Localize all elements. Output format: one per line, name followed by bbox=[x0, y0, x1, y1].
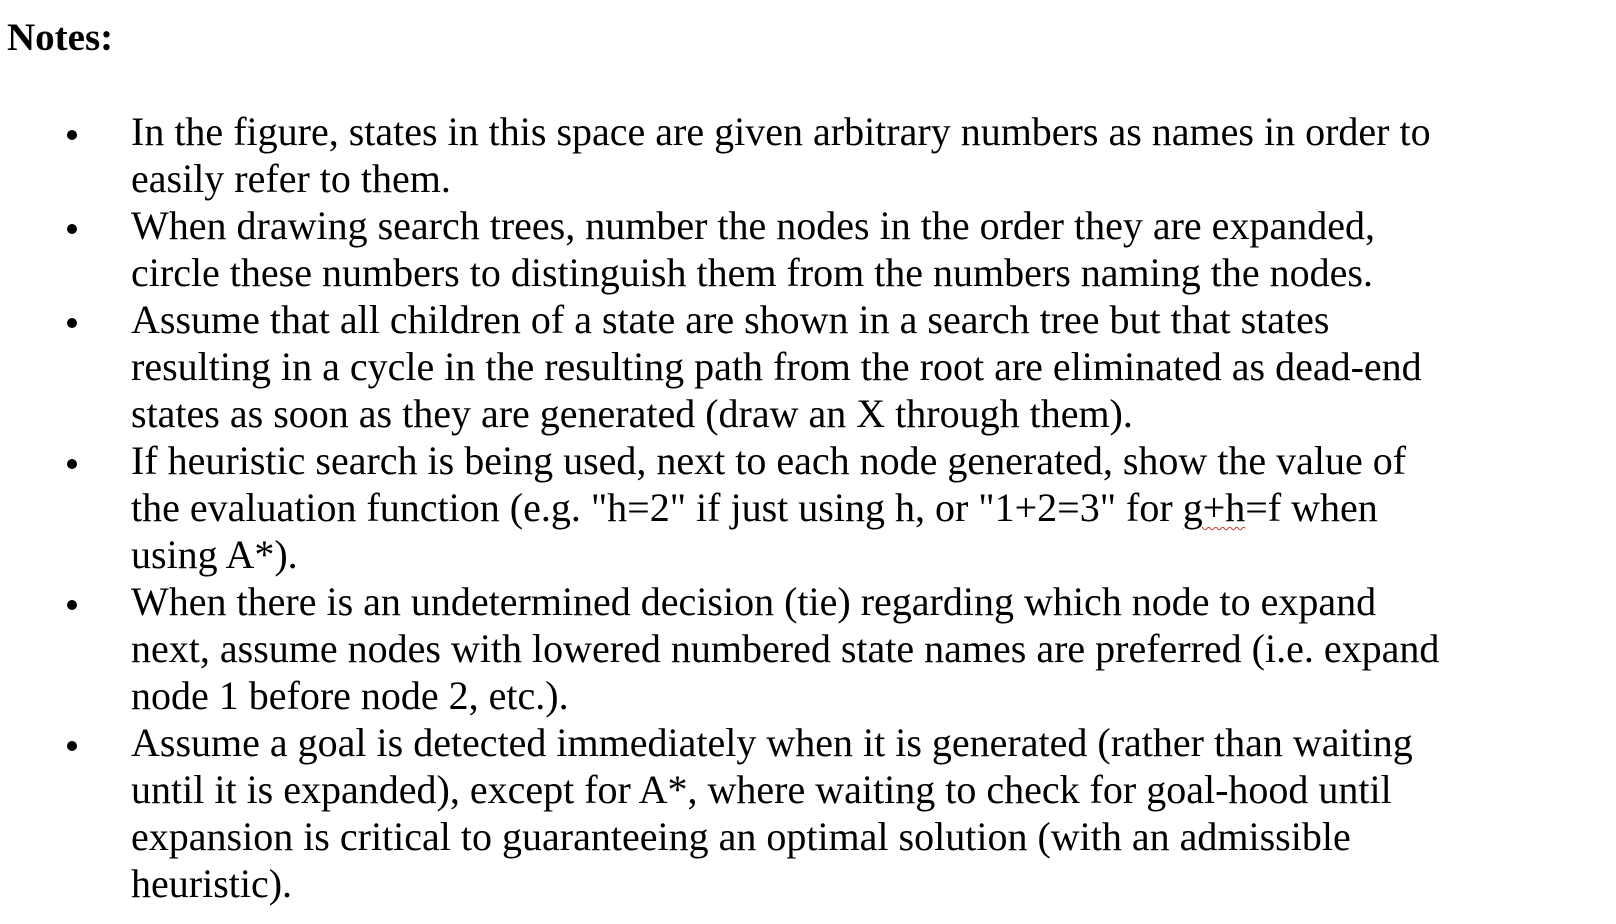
note-text: =f when bbox=[1245, 485, 1378, 530]
bullet-icon bbox=[67, 318, 77, 328]
note-line: Assume a goal is detected immediately when it is generated (rather than waiting bbox=[131, 720, 1413, 765]
note-line: states as soon as they are generated (draw an X through them). bbox=[131, 391, 1133, 436]
note-line: heuristic). bbox=[131, 861, 293, 906]
note-line: When drawing search trees, number the nodes in the order they are expanded, bbox=[131, 203, 1375, 248]
list-item bbox=[0, 578, 1616, 719]
note-line: When there is an undetermined decision (tie) regarding which node to expand bbox=[131, 579, 1377, 624]
notes-list bbox=[0, 108, 1616, 907]
note-line bbox=[131, 484, 1576, 531]
note-text: the evaluation function (e.g. "h=2" if just using h, or "1+2=3" for bbox=[131, 485, 1183, 530]
bullet-icon bbox=[67, 459, 77, 469]
list-item bbox=[0, 719, 1616, 907]
note-line: using A*). bbox=[131, 532, 298, 577]
list-item bbox=[0, 296, 1616, 437]
list-item bbox=[0, 202, 1616, 296]
note-line: In the figure, states in this space are given arbitrary numbers as names in order to bbox=[131, 109, 1431, 154]
bullet-icon bbox=[67, 130, 77, 140]
bullet-icon bbox=[67, 741, 77, 751]
spellcheck-underlined-word: g+h bbox=[1182, 485, 1246, 530]
note-line: If heuristic search is being used, next to each node generated, show the value of bbox=[131, 438, 1407, 483]
list-item bbox=[0, 108, 1616, 202]
note-line: circle these numbers to distinguish them from the numbers naming the nodes. bbox=[131, 250, 1373, 295]
note-line: next, assume nodes with lowered numbered state names are preferred (i.e. expand bbox=[131, 626, 1440, 671]
note-line: Assume that all children of a state are shown in a search tree but that states bbox=[131, 297, 1330, 342]
note-line: until it is expanded), except for A*, where waiting to check for goal-hood until bbox=[131, 767, 1392, 812]
note-line: resulting in a cycle in the resulting path from the root are eliminated as dead-end bbox=[131, 344, 1422, 389]
bullet-icon bbox=[67, 600, 77, 610]
note-line: expansion is critical to guaranteeing an optimal solution (with an admissible bbox=[131, 814, 1351, 859]
page-title: Notes: bbox=[7, 16, 114, 59]
note-line: node 1 before node 2, etc.). bbox=[131, 673, 569, 718]
note-line: easily refer to them. bbox=[131, 156, 451, 201]
bullet-icon bbox=[67, 224, 77, 234]
list-item bbox=[0, 437, 1616, 578]
